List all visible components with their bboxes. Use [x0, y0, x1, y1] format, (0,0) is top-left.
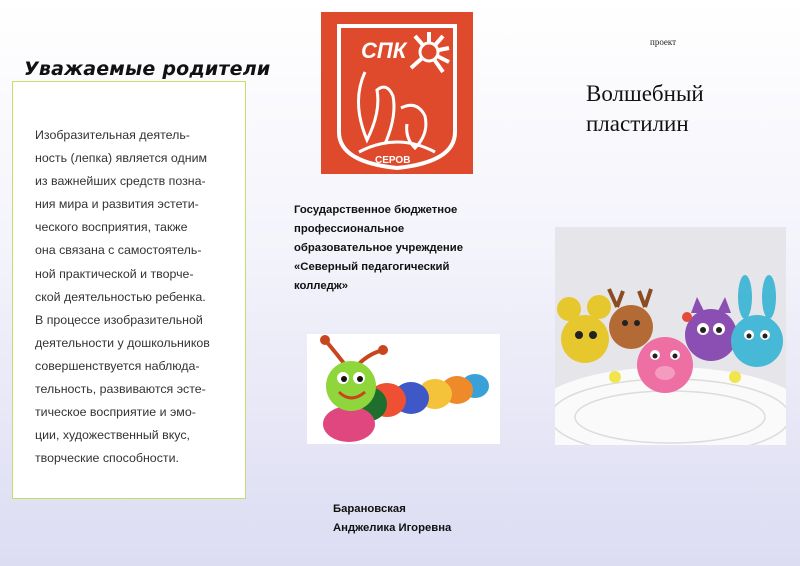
- info-box: [12, 81, 246, 499]
- org-line: колледж»: [294, 280, 349, 292]
- body-line: ной практической и творче-: [35, 266, 194, 281]
- logo-text-bottom: СЕРОВ: [375, 155, 411, 166]
- org-line: «Северный педагогический: [294, 261, 450, 273]
- project-title: [586, 79, 704, 139]
- body-line: ческого восприятия, также: [35, 220, 188, 235]
- left-heading: Уважаемые родители: [24, 58, 271, 80]
- body-line: творческие способности.: [35, 451, 179, 466]
- body-line: тельность, развиваются эсте-: [35, 382, 206, 397]
- body-line: ность (лепка) является одним: [35, 151, 208, 166]
- body-line: тическое восприятие и эмо-: [35, 405, 196, 420]
- logo-text-top: СПК: [361, 38, 407, 63]
- body-line: В процессе изобразительной: [35, 312, 203, 327]
- college-logo-emblem: [321, 12, 473, 174]
- org-line: образовательное учреждение: [294, 242, 463, 254]
- body-line: она связана с самостоятель-: [35, 243, 202, 258]
- plasticine-toys-image: [555, 227, 786, 445]
- org-line: Государственное бюджетное: [294, 204, 458, 216]
- body-line: деятельности у дошкольников: [35, 335, 210, 350]
- org-line: профессиональное: [294, 223, 405, 235]
- body-line: Изобразительная деятель-: [35, 128, 190, 142]
- author-line: Барановская: [333, 503, 406, 515]
- body-line: ции, художественный вкус,: [35, 428, 190, 443]
- body-line: совершенствуется наблюда-: [35, 358, 200, 373]
- author-line: Анджелика Игоревна: [333, 522, 452, 534]
- project-label: проект: [650, 37, 677, 47]
- body-line: ния мира и развития эстети-: [35, 197, 199, 212]
- caterpillar-image: [307, 334, 500, 444]
- info-body-text: [35, 124, 225, 470]
- organization-name: [294, 201, 484, 296]
- body-line: ской деятельностью ребенка.: [35, 289, 206, 304]
- author-name: [333, 500, 451, 538]
- college-logo: [321, 12, 473, 174]
- title-line: пластилин: [586, 111, 689, 136]
- title-line: Волшебный: [586, 81, 704, 106]
- body-line: из важнейших средств позна-: [35, 174, 206, 189]
